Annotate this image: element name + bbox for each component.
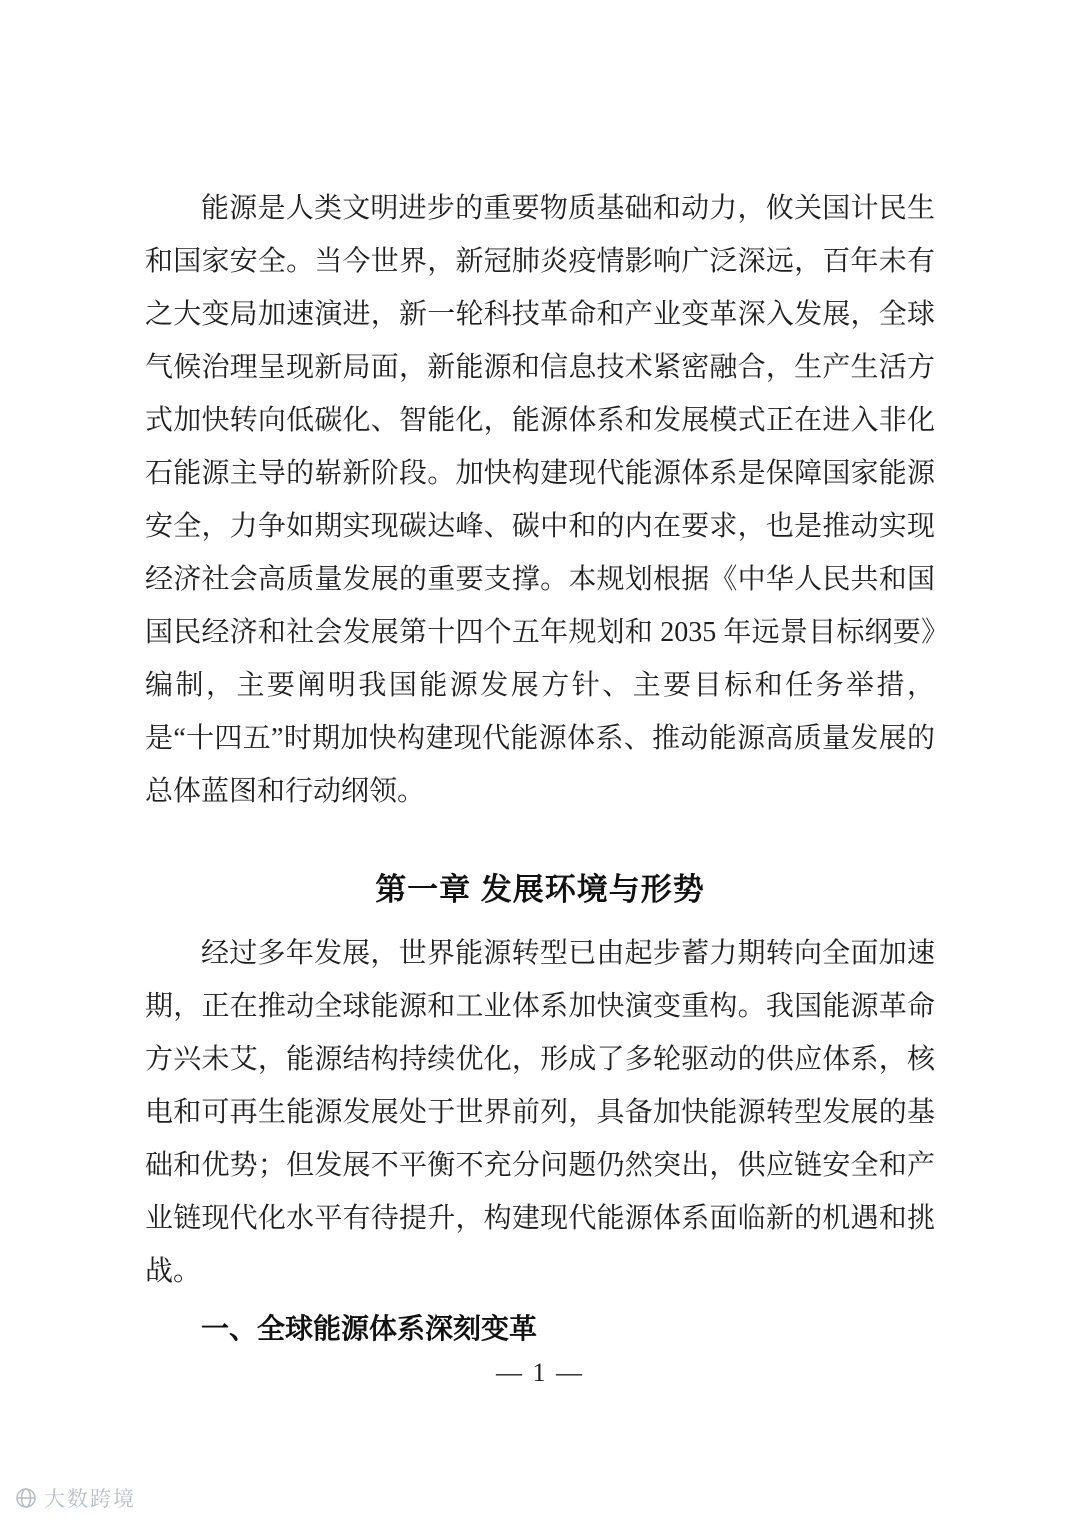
chapter1-intro-paragraph: 经过多年发展，世界能源转型已由起步蓄力期转向全面加速期，正在推动全球能源和工业体系加快演变重构。我国能源革命方兴未艾，能源结构持续优化，形成了多轮驱动的供应体系，核电和可再生能源发展处于世界前列，具备加快能源转型发展的基础和优势；但发展不平衡不充分问题仍然突出，供应链安全和产业链现代化水平有待提升，构建现代能源体系面临新的机遇和挑战。 bbox=[145, 938, 935, 1287]
chapter-heading: 第一章 发展环境与形势 bbox=[375, 872, 705, 907]
document-content bbox=[145, 0, 935, 1388]
intro-paragraph: 能源是人类文明进步的重要物质基础和动力，攸关国计民生和国家安全。当今世界，新冠肺炎疫情影响广泛深远，百年未有之大变局加速演进，新一轮科技革命和产业变革深入发展，全球气候治理呈现新局面，新能源和信息技术紧密融合，生产生活方式加快转向低碳化、智能化，能源体系和发展模式正在进入非化石能源主导的崭新阶段。加快构建现代能源体系是保障国家能源安全，力争如期实现碳达峰、碳中和的内在要求，也是推动实现经济社会高质量发展的重要支撑。本规划根据《中华人民共和国国民经济和社会发展第十四个五年规划和 2035 年远景目标纲要》编制，主要阐明我国能源发展方针、主要目标和任务举措，是“十四五”时期加快构建现代能源体系、推动能源高质量发展的总体蓝图和行动纲领。 bbox=[145, 193, 935, 807]
page-number: — 1 — bbox=[496, 1358, 584, 1387]
watermark bbox=[14, 1483, 136, 1513]
watermark-text: 大数跨境 bbox=[44, 1488, 136, 1511]
globe-logo-icon bbox=[14, 1486, 38, 1510]
section-heading: 一、全球能源体系深刻变革 bbox=[201, 1313, 538, 1344]
